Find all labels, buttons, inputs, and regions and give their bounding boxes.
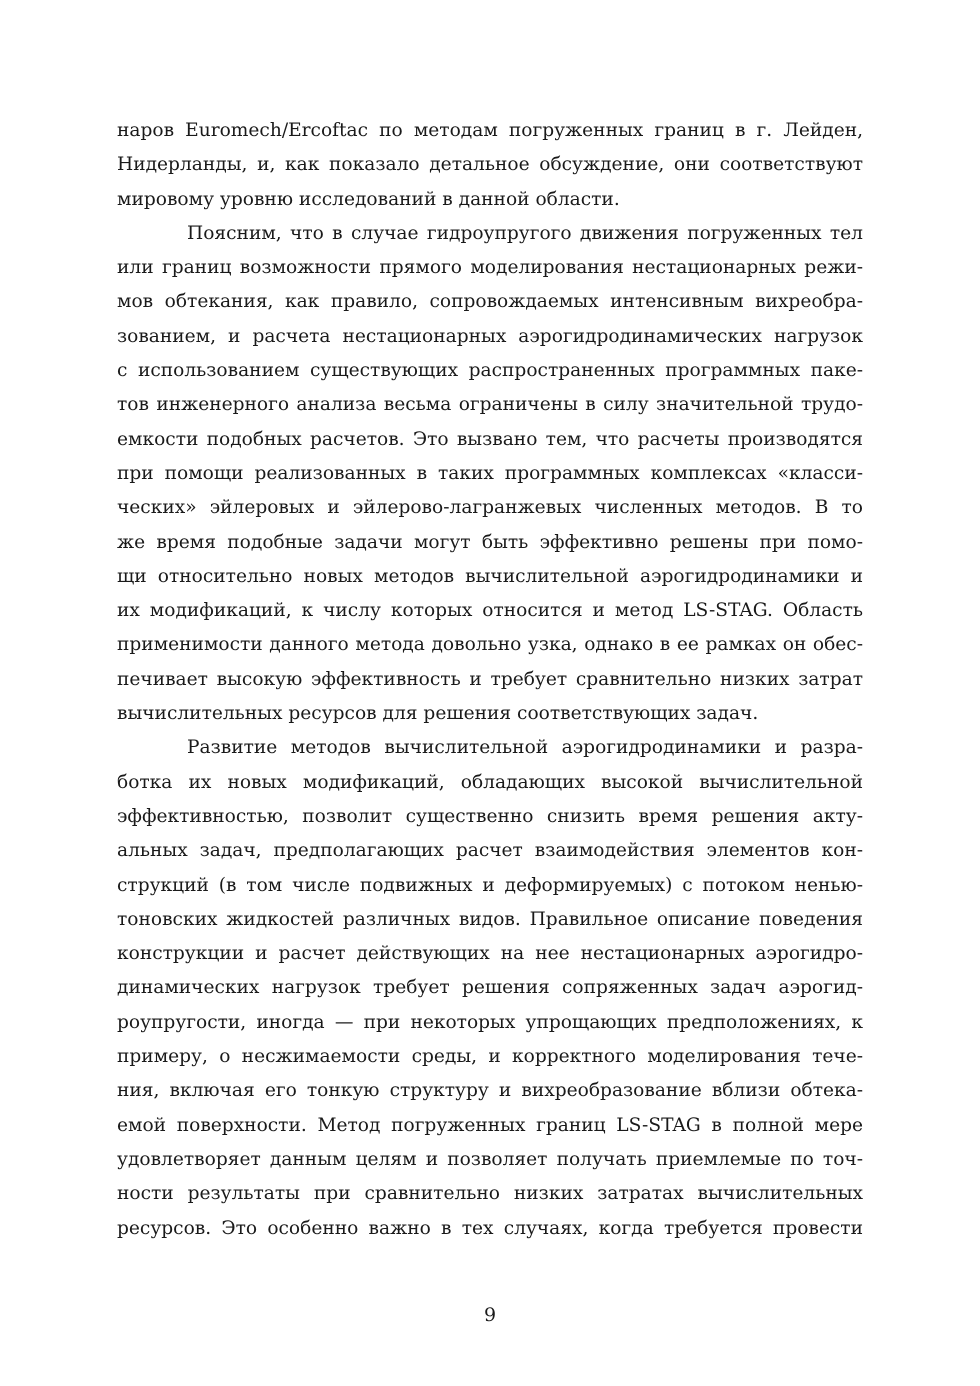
text-line: их модификаций, к числу которых относится и метод LS-STAG. Область	[117, 600, 863, 622]
text-line: альных задач, предполагающих расчет взаимодействия элементов кон-	[117, 840, 863, 862]
text-line: зованием, и расчета нестационарных аэрогидродинамических нагрузок	[117, 325, 863, 347]
text-line: емкости подобных расчетов. Это вызвано тем, что расчеты производятся	[117, 428, 863, 450]
text-line: вычислительных ресурсов для решения соответствующих задач.	[117, 703, 759, 725]
text-line: струкций (в том числе подвижных и деформируемых) с потоком ненью-	[117, 874, 863, 896]
text-line: эффективностью, позволит существенно снизить время решения акту-	[117, 805, 863, 827]
text-line: ческих» эйлеровых и эйлерово-лагранжевых численных методов. В то	[117, 497, 863, 519]
page-number: 9	[483, 1304, 497, 1326]
text-line: или границ возможности прямого моделирования нестационарных режи-	[117, 257, 863, 279]
text-line: наров Euromech/Ercoftac по методам погруженных границ в г. Лейден,	[117, 120, 863, 141]
paragraph	[117, 217, 863, 731]
text-line: щи относительно новых методов вычислительной аэрогидродинамики и	[117, 565, 863, 587]
text-line: с использованием существующих распространенных программных паке-	[117, 360, 863, 382]
text-line: ности результаты при сравнительно низких затратах вычислительных	[117, 1183, 863, 1205]
text-line: конструкции и расчет действующих на нее нестационарных аэрогидро-	[117, 943, 863, 965]
text-line: тоновских жидкостей различных видов. Правильное описание поведения	[117, 908, 863, 930]
text-line: ния, включая его тонкую структуру и вихреобразование вблизи обтека-	[117, 1080, 863, 1102]
text-line: мировому уровню исследований в данной области.	[117, 188, 620, 210]
text-line: удовлетворяет данным целям и позволяет получать приемлемые по точ-	[117, 1148, 863, 1170]
text-line: ботка их новых модификаций, обладающих высокой вычислительной	[117, 771, 863, 793]
text-line: ресурсов. Это особенно важно в тех случаях, когда требуется провести	[117, 1217, 863, 1239]
text-line: емой поверхности. Метод погруженных границ LS-STAG в полной мере	[117, 1114, 863, 1136]
paragraph	[117, 731, 863, 1245]
text-line: примеру, о несжимаемости среды, и корректного моделирования тече-	[117, 1046, 863, 1068]
text-line: печивает высокую эффективность и требует сравнительно низких затрат	[117, 668, 863, 690]
text-line: применимости данного метода довольно узка, однако в ее рамках он обес-	[117, 634, 863, 656]
paragraph	[117, 114, 863, 217]
text-line: динамических нагрузок требует решения сопряженных задач аэрогид-	[117, 977, 863, 999]
text-line: же время подобные задачи могут быть эффективно решены при помо-	[117, 531, 863, 553]
text-line: Поясним, что в случае гидроупругого движения погруженных тел	[187, 222, 863, 244]
text-line: при помощи реализованных в таких программных комплексах «класси-	[117, 462, 863, 484]
text-line: Нидерланды, и, как показало детальное обсуждение, они соответствуют	[117, 154, 863, 176]
text-line: мов обтекания, как правило, сопровождаемых интенсивным вихреобра-	[117, 291, 863, 313]
text-line: роупругости, иногда — при некоторых упрощающих предположениях, к	[117, 1011, 863, 1033]
document-body	[117, 114, 863, 1246]
text-line: Развитие методов вычислительной аэрогидродинамики и разра-	[187, 737, 863, 759]
text-line: тов инженерного анализа весьма ограничены в силу значительной трудо-	[117, 394, 863, 416]
